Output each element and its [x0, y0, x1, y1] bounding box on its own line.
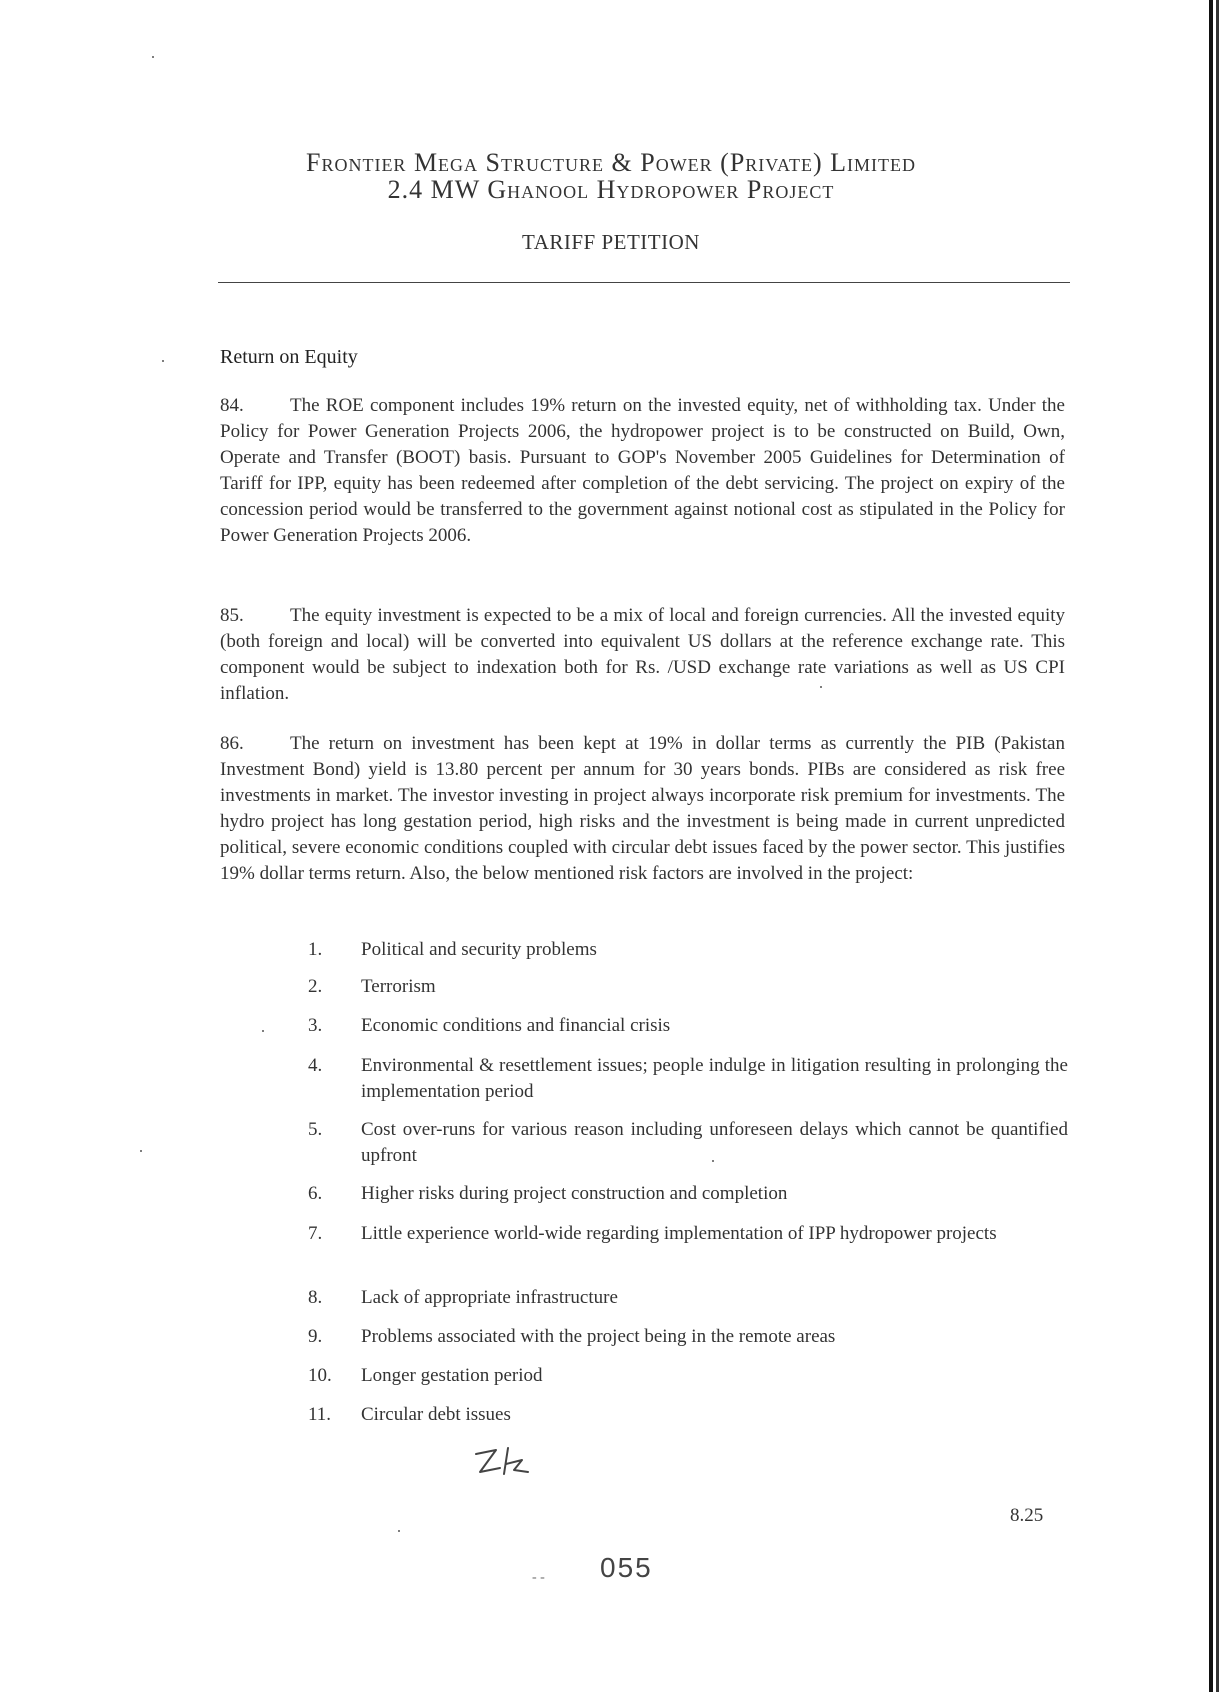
list-item-text: Circular debt issues: [361, 1404, 511, 1425]
scan-speck: [398, 1530, 400, 1532]
list-item-number: 11.: [308, 1404, 332, 1425]
list-item: [308, 1013, 1068, 1039]
list-item-number: 5.: [308, 1119, 323, 1140]
list-item-text: Higher risks during project construction and completion: [361, 1183, 788, 1204]
project-name: 2.4 MW Ghanool Hydropower Project: [387, 175, 835, 204]
handwritten-initials: [470, 1440, 540, 1480]
list-item-text: Environmental & resettlement issues; people indulge in litigation resulting in prolonging the implementation period: [361, 1055, 1068, 1102]
list-item-text: Little experience world-wide regarding implementation of IPP hydropower projects: [361, 1223, 997, 1244]
scan-speck: [140, 1150, 142, 1152]
list-item-number: 1.: [308, 939, 323, 960]
header-divider: [218, 282, 1070, 283]
list-item: [308, 1221, 1068, 1247]
list-item: [308, 1324, 1068, 1350]
list-item-text: Problems associated with the project being in the remote areas: [361, 1326, 836, 1347]
paragraph-text: The equity investment is expected to be a mix of local and foreign currencies. All the invested equity (both foreign and local) will be converted into equivalent US dollars at the reference exchange rate. This component would be subject to indexation both for Rs. /USD exchange rate variations as well as US CPI inflation.: [220, 605, 1065, 704]
list-item-text: Economic conditions and financial crisis: [361, 1015, 671, 1036]
page-number: 055: [600, 1552, 653, 1583]
list-item-number: 10.: [308, 1365, 332, 1386]
list-item-number: 2.: [308, 976, 323, 997]
document-type: TARIFF PETITION: [522, 230, 700, 254]
section-title: Return on Equity: [220, 346, 358, 368]
scan-speck: [262, 1030, 264, 1032]
list-item-text: Longer gestation period: [361, 1365, 543, 1386]
list-item-number: 7.: [308, 1223, 323, 1244]
scan-speck: [712, 1160, 714, 1162]
list-item: [308, 974, 1068, 1000]
list-item: [308, 1117, 1068, 1169]
paragraph-number: 85.: [220, 605, 244, 626]
list-item: [308, 937, 1068, 963]
paragraph-84: [220, 393, 1065, 549]
list-item-text: Political and security problems: [361, 939, 597, 960]
paragraph-text: The return on investment has been kept at 19% in dollar terms as currently the PIB (Pakistan Investment Bond) yield is 13.80 percent per annum for 30 years bonds. PIBs are considered as risk free investments in market. The investor investing in project always incorporate risk premium for investments. The hydro project has long gestation period, high risks and the investment is being made in current unpredicted political, severe economic conditions coupled with circular debt issues faced by the power sector. This justifies 19% dollar terms return. Also, the below mentioned risk factors are involved in the project:: [220, 733, 1065, 884]
list-item: [308, 1053, 1068, 1105]
paragraph-86: [220, 731, 1065, 887]
paragraph-number: 84.: [220, 395, 244, 416]
scan-speck: [820, 686, 822, 688]
paragraph-number: 86.: [220, 733, 244, 754]
list-item-text: Cost over-runs for various reason including unforeseen delays which cannot be quantified upfront: [361, 1119, 1068, 1166]
list-item: [308, 1285, 1068, 1311]
list-item-number: 3.: [308, 1015, 323, 1036]
list-item: [308, 1363, 1068, 1389]
list-item-text: Terrorism: [361, 976, 436, 997]
page-code: 8.25: [1010, 1505, 1044, 1526]
list-item-number: 8.: [308, 1287, 323, 1308]
list-item-number: 9.: [308, 1326, 323, 1347]
list-item-number: 4.: [308, 1055, 323, 1076]
paragraph-text: The ROE component includes 19% return on the invested equity, net of withholding tax. Under the Policy for Power Generation Projects 2006, the hydropower project is to be constructed on Build, Own, Operate and Transfer (BOOT) basis. Pursuant to GOP's November 2005 Guidelines for Determination of Tariff for IPP, equity has been redeemed after completion of the debt servicing. The project on expiry of the concession period would be transferred to the government against notional cost as stipulated in the Policy for Power Generation Projects 2006.: [220, 395, 1065, 546]
scan-speck: [162, 360, 164, 362]
list-item-text: Lack of appropriate infrastructure: [361, 1287, 618, 1308]
scan-mark: - -: [532, 1570, 545, 1585]
company-name: Frontier Mega Structure & Power (Private) Limited: [305, 148, 916, 177]
list-item-number: 6.: [308, 1183, 323, 1204]
list-item: [308, 1181, 1068, 1207]
list-item: [308, 1402, 1068, 1428]
paragraph-85: [220, 603, 1065, 707]
scan-speck: [152, 56, 154, 58]
